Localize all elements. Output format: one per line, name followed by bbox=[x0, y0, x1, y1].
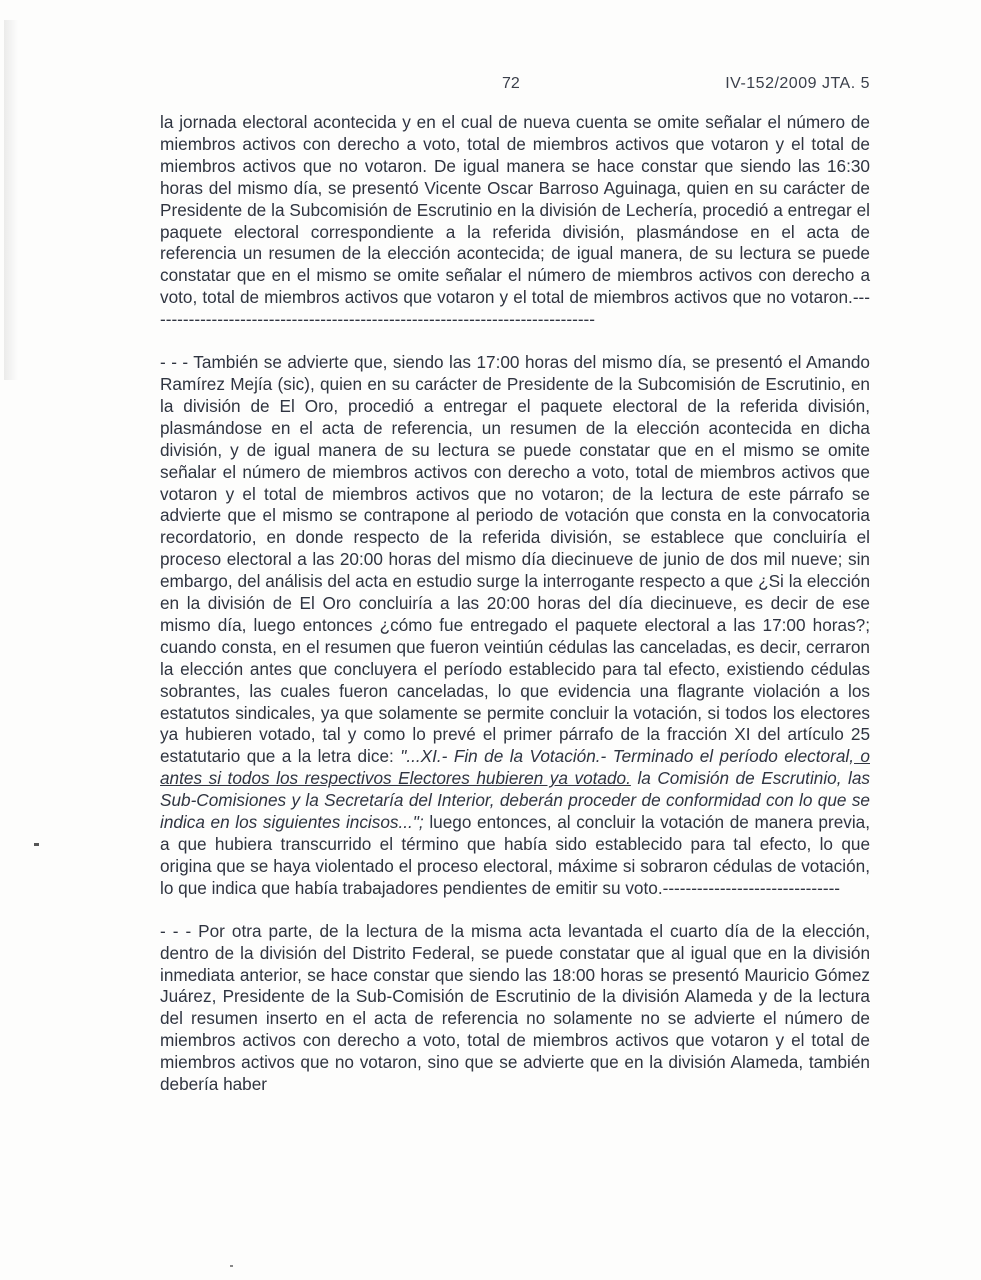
margin-mark bbox=[34, 843, 39, 846]
paragraph-2 bbox=[160, 352, 870, 900]
page-number: 72 bbox=[502, 75, 520, 92]
document-body bbox=[160, 112, 870, 1096]
paragraph-2-outro: luego entonces, al concluir la votación de manera previa, a que hubiera transcurrido el término que había sido establecido para tal efecto, lo que origina que se haya violentado el proceso electoral, máxime si sobraron cédulas de votación, lo que indica que había trabajadores pendientes de emitir su voto.------------------------------- bbox=[160, 812, 870, 898]
statute-quote-underlined: o antes si todos los respectivos Electores hubieren ya votado. bbox=[160, 746, 870, 789]
scan-speck bbox=[230, 1265, 233, 1267]
page-header bbox=[160, 75, 870, 95]
statute-quote-start: "...XI.- Fin de la Votación.- Terminado el período electoral, bbox=[400, 746, 854, 767]
scan-shadow bbox=[4, 20, 18, 380]
paragraph-1: la jornada electoral acontecida y en el cual de nueva cuenta se omite señalar el número de miembros activos con derecho a voto, total de miembros activos que votaron y el total de miembros activos que no votaron. De igual manera se hace constar que siendo las 16:30 horas del mismo día, se presentó Vicente Oscar Barroso Aguinaga, quien en su carácter de Presidente de la Subcomisión de Escrutinio en la división de Lechería, procedió a entregar el paquete electoral correspondiente a la referida división, plasmándose en el acta de referencia un resumen de la elección acontecida; de igual manera, de su lectura se puede constatar que en el mismo se omite señalar el número de miembros activos con derecho a voto, total de miembros activos que votaron y el total de miembros activos que no votaron.------------------------------------------------------------------------------- bbox=[160, 112, 870, 330]
case-reference: IV-152/2009 JTA. 5 bbox=[725, 75, 870, 92]
paragraph-2-intro: - - - También se advierte que, siendo las 17:00 horas del mismo día, se presentó el Amando Ramírez Mejía (sic), quien en su carácter de Presidente de la Subcomisión de Escrutinio, en la división de El Oro, procedió a entregar el paquete electoral de la referida división, plasmándose en el acta de referencia, un resumen de la elección acontecida en dicha división, y de igual manera de su lectura se puede constatar que en el mismo se omite señalar el número de miembros activos con derecho a voto, total de miembros activos que votaron y el total de miembros activos que no votaron; de la lectura de este párrafo se advierte que el mismo se contrapone al periodo de votación que consta en la convocatoria recordatorio, en donde respecto de la referida división, se establece que concluiría el proceso electoral a las 20:00 horas del mismo día diecinueve de junio de dos mil nueve; sin embargo, del análisis del acta en estudio surge la interrogante respecto a que ¿Si la elección en la división de El Oro concluiría a las 20:00 horas del día diecinueve, es decir de ese mismo día, luego entonces ¿cómo fue entregado el paquete electoral a las 17:00 horas?; cuando consta, en el resumen que fueron veintiún cédulas las canceladas, es decir, cerraron la elección antes que concluyera el período establecido para tal efecto, existiendo cédulas sobrantes, las cuales fueron canceladas, lo que evidencia una flagrante violación a los estatutos sindicales, ya que solamente se permite concluir la votación, si todos los electores ya hubieren votado, tal y como lo prevé el primer párrafo de la fracción XI del artículo 25 estatutario que a la letra dice: bbox=[160, 352, 870, 767]
paragraph-3: - - - Por otra parte, de la lectura de la misma acta levantada el cuarto día de la elección, dentro de la división del Distrito Federal, se puede constatar que al igual que en la división inmediata anterior, se hace constar que siendo las 18:00 horas se presentó Mauricio Gómez Juárez, Presidente de la Sub-Comisión de Escrutinio de la división Alameda y de la lectura del resumen inserto en el acta de referencia no solamente no se advierte el número de miembros activos con derecho a voto, total de miembros activos que votaron y el total de miembros activos que no votaron, sino que se advierte que en la división Alameda, también debería haber bbox=[160, 920, 870, 1095]
statute-quote-end: la Comisión de Escrutinio, las Sub-Comisiones y la Secretaría del Interior, deberán proceder de conformidad con lo que se indica en los siguientes incisos..."; bbox=[160, 768, 870, 833]
